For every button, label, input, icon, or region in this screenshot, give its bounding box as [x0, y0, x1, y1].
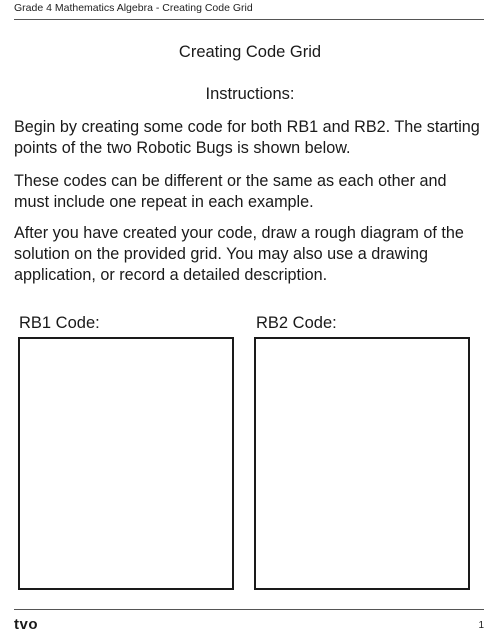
rb2-code-label: RB2 Code: — [256, 314, 337, 332]
page-header — [14, 0, 484, 20]
page-title: Creating Code Grid — [178, 43, 322, 61]
tvo-logo: tvo — [14, 616, 38, 633]
instruction-paragraph-3: After you have created your code, draw a rough diagram of the solution on the provided grid. You may also use a drawing application, or record a detailed description. — [14, 224, 464, 284]
instructions-heading: Instructions: — [205, 85, 295, 103]
rb2-code-box[interactable] — [254, 337, 470, 590]
instruction-paragraph-1: Begin by creating some code for both RB1 and RB2. The starting points of the two Robotic Bugs is shown below. — [14, 118, 480, 157]
instruction-paragraph-2: These codes can be different or the same as each other and must include one repeat in each example. — [14, 172, 447, 211]
page-number: 1 — [478, 620, 484, 631]
rb1-code-box[interactable] — [18, 337, 234, 590]
page-footer — [14, 609, 484, 635]
header-title: Grade 4 Mathematics Algebra - Creating Code Grid — [14, 2, 253, 14]
rb1-code-label: RB1 Code: — [19, 314, 100, 332]
